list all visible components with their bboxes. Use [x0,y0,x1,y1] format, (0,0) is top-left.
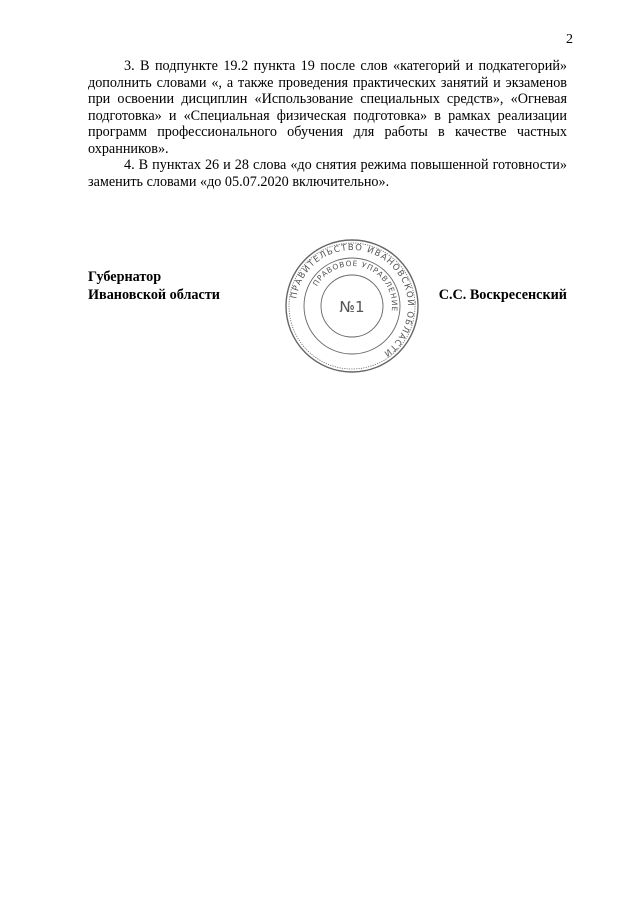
page-number: 2 [566,32,573,47]
signer-position: Губернатор [88,269,162,285]
signer-title [88,268,220,304]
stamp-number: №1 [339,298,365,316]
document-body [88,58,567,190]
stamp-inner-text: ПРАВОВОЕ УПРАВЛЕНИЕ [310,258,400,313]
stamp-outer-text: ПРАВИТЕЛЬСТВО ИВАНОВСКОЙ ОБЛАСТИ [289,242,416,359]
paragraph-item-4: 4. В пунктах 26 и 28 слова «до снятия режима повышенной готовности» заменить словами «до 05.07.2020 включительно». [88,157,567,190]
signer-name: С.С. Воскресенский [438,287,567,303]
paragraph-item-3: 3. В подпункте 19.2 пункта 19 после слов «категорий и подкатегорий» дополнить словами «, а также проведения практических занятий и экзаменов при освоении дисциплин «Использование специальных средств», «Огневая подготовка» и «Специальная физическая подготовка» в рамках реализации программ профессионального обучения для работы в качестве частных охранников». [88,58,567,157]
official-stamp [282,236,422,376]
signer-region: Ивановской области [88,287,220,303]
signature-block [88,242,567,378]
